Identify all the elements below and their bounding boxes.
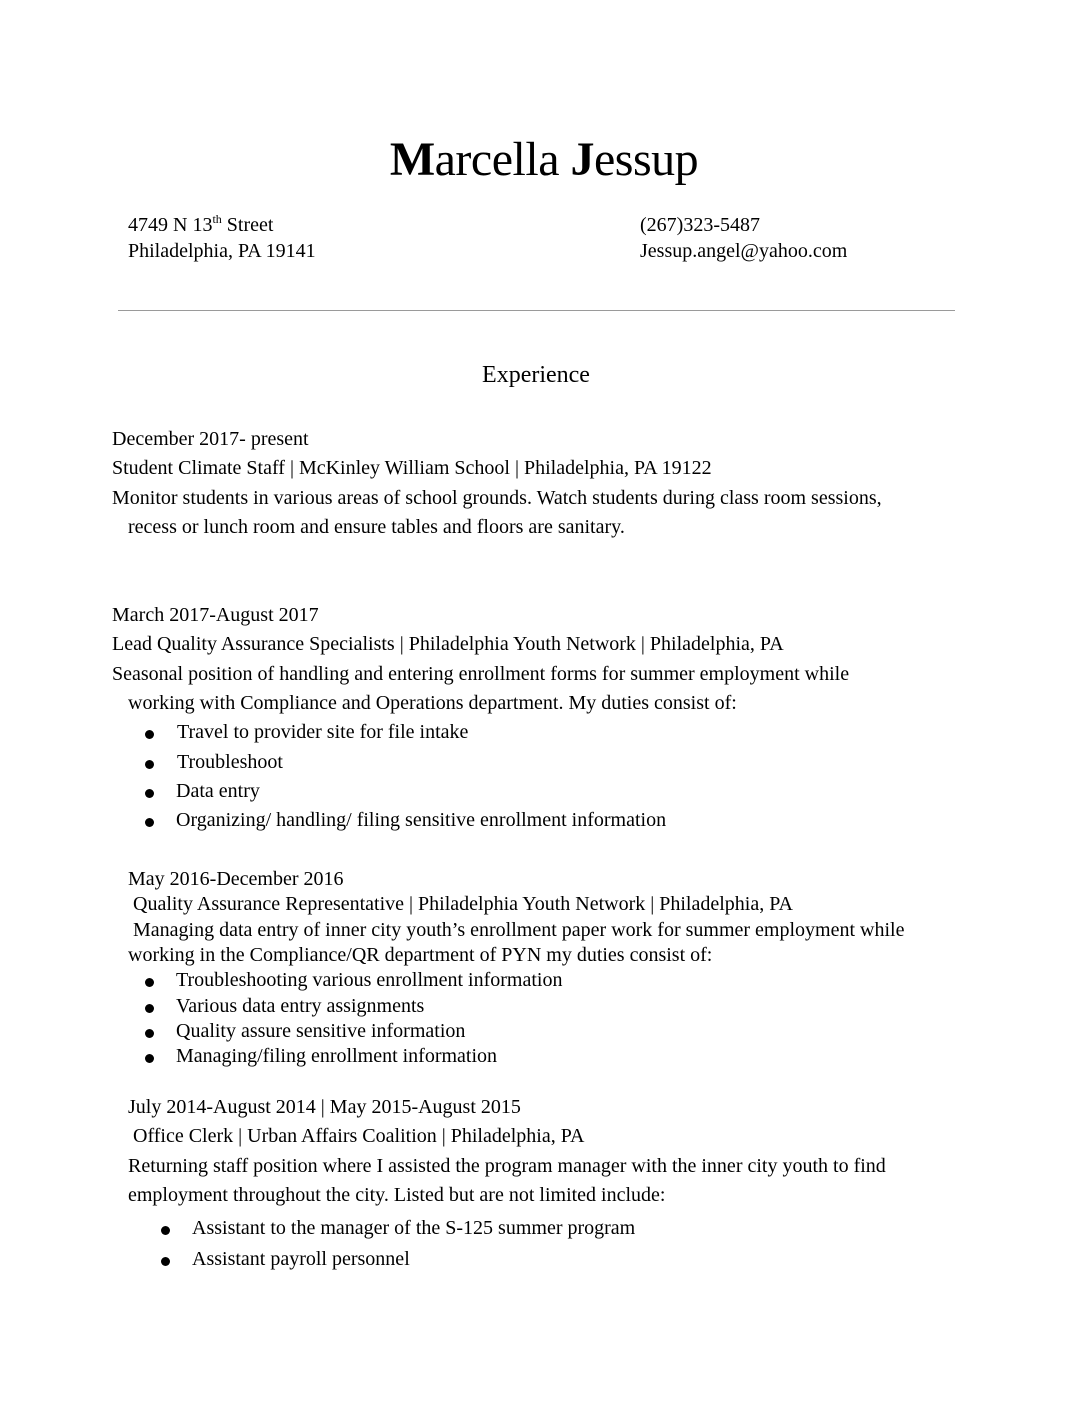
job4-position: Office Clerk | Urban Affairs Coalition | Philadelphia, PA — [133, 1125, 585, 1147]
experience-heading: Experience — [482, 362, 590, 388]
job4-description-line2: employment throughout the city. Listed but are not limited include: — [128, 1184, 666, 1206]
address-street-suffix: Street — [221, 214, 274, 236]
job3-description-line1: Managing data entry of inner city youth’s enrollment paper work for summer employment while — [133, 919, 905, 941]
address-line-1 — [128, 212, 316, 238]
address-block — [128, 212, 316, 264]
job2-bullet-text: Travel to provider site for file intake — [177, 721, 469, 743]
bullet-dot-icon — [145, 760, 154, 769]
job1-description-line1: Monitor students in various areas of school grounds. Watch students during class room sessions, — [112, 487, 882, 509]
job3-bullet-text: Various data entry assignments — [176, 995, 425, 1017]
address-street-number: 4749 N 13 — [128, 214, 213, 236]
name-first-initial: M — [389, 133, 435, 186]
job3-dates: May 2016-December 2016 — [128, 868, 344, 890]
job4-dates: July 2014-August 2014 | May 2015-August 2015 — [128, 1096, 521, 1118]
bullet-dot-icon — [145, 730, 154, 739]
job2-description-line2: working with Compliance and Operations department. My duties consist of: — [128, 692, 737, 714]
name-first-rest: arcella — [434, 133, 571, 186]
job3-position: Quality Assurance Representative | Philadelphia Youth Network | Philadelphia, PA — [133, 893, 793, 915]
job1-dates: December 2017- present — [112, 428, 309, 450]
bullet-dot-icon — [145, 1004, 154, 1013]
address-line-2: Philadelphia, PA 19141 — [128, 240, 316, 262]
job1-description-line2: recess or lunch room and ensure tables and floors are sanitary. — [128, 516, 625, 538]
job2-position: Lead Quality Assurance Specialists | Philadelphia Youth Network | Philadelphia, PA — [112, 633, 784, 655]
job3-bullet-text: Managing/filing enrollment information — [176, 1045, 498, 1067]
job1-position: Student Climate Staff | McKinley William School | Philadelphia, PA 19122 — [112, 457, 712, 479]
job2-bullet-text: Troubleshoot — [177, 751, 283, 773]
bullet-dot-icon — [145, 978, 154, 987]
candidate-name — [0, 130, 1088, 190]
job4-bullet-text: Assistant payroll personnel — [192, 1248, 410, 1270]
job3-description-line2: working in the Compliance/QR department of PYN my duties consist of: — [128, 944, 713, 966]
bullet-dot-icon — [145, 818, 154, 827]
bullet-dot-icon — [161, 1257, 170, 1266]
name-last-rest: essup — [594, 133, 699, 186]
bullet-dot-icon — [145, 789, 154, 798]
name-last-initial: J — [570, 133, 594, 186]
job2-dates: March 2017-August 2017 — [112, 604, 319, 626]
job2-description-line1: Seasonal position of handling and entering enrollment forms for summer employment while — [112, 663, 850, 685]
email-address[interactable]: Jessup.angel@yahoo.com — [640, 240, 848, 262]
phone-number: (267)323-5487 — [640, 214, 760, 236]
job3-bullet-text: Quality assure sensitive information — [176, 1020, 466, 1042]
job4-bullet-text: Assistant to the manager of the S-125 summer program — [192, 1217, 636, 1239]
header-divider — [118, 310, 955, 311]
address-ordinal-suffix: th — [212, 212, 222, 226]
bullet-dot-icon — [145, 1029, 154, 1038]
job4-description-line1: Returning staff position where I assisted the program manager with the inner city youth to find — [128, 1155, 886, 1177]
bullet-dot-icon — [161, 1226, 170, 1235]
job2-bullet-text: Organizing/ handling/ filing sensitive enrollment information — [176, 809, 667, 831]
job3-bullet-text: Troubleshooting various enrollment information — [176, 969, 563, 991]
bullet-dot-icon — [145, 1054, 154, 1063]
job2-bullet-text: Data entry — [176, 780, 260, 802]
contact-block — [640, 212, 847, 264]
